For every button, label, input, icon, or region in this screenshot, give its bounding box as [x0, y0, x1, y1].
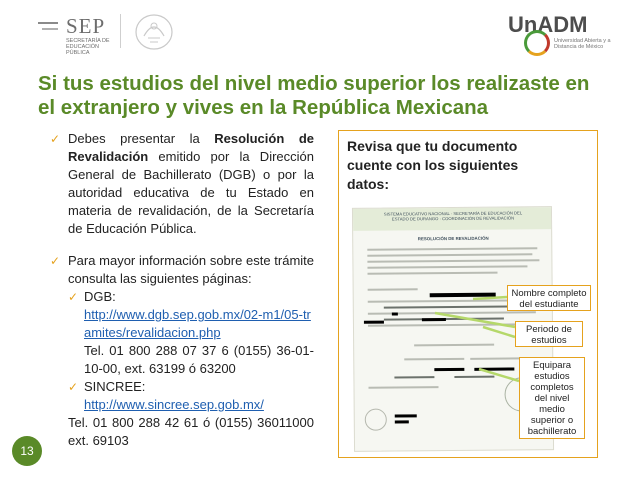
national-seal-icon [128, 8, 180, 54]
page-number-badge: 13 [12, 436, 42, 466]
callout-study-period: Periodo de estudios [515, 321, 583, 347]
instructions [46, 130, 314, 450]
sincree-label: SINCREE: [84, 379, 146, 394]
sincree-phone: Tel. 01 800 288 42 61 ó (0155) 36011000 ext. 69103 [68, 415, 314, 448]
sub-bullet-dgb [68, 288, 314, 378]
sep-subtitle: SECRETARÍA DE EDUCACIÓN PÚBLICA [66, 38, 110, 56]
bullet-text-bold: Resolución de Revalidación [68, 131, 314, 164]
unadm-ring-icon [524, 30, 550, 56]
sep-stripe-icon [42, 28, 58, 30]
check-mark-icon: ✓ [68, 290, 79, 304]
check-mark-icon: ✓ [50, 254, 61, 268]
document-check-box [338, 130, 598, 458]
document-header-text: SISTEMA EDUCATIVO NACIONAL · SECRETARÍA DE EDUCACIÓN DEL ESTADO DE DURANGO · COORDINACIÓN DE REVALIDACIÓN [383, 210, 523, 222]
bullet-text-pre: Debes presentar la [68, 131, 215, 146]
sub-bullet-sincree [68, 378, 314, 414]
callout-student-name: Nombre completo del estudiante [507, 285, 591, 311]
bullet-more-info-text: Para mayor información sobre este trámite consulta las siguientes páginas: [68, 253, 314, 286]
callout-equivalence: Equipara estudios completos del nivel medio superior o bachillerato [519, 357, 585, 439]
dgb-label: DGB: [84, 289, 116, 304]
dgb-link[interactable]: http://www.dgb.sep.gob.mx/02-m1/05-tramites/revalidacion.php [84, 307, 311, 340]
sep-name: SEP [66, 14, 106, 38]
document-title: RESOLUCIÓN DE REVALIDACIÓN [417, 235, 489, 242]
box-heading: Revisa que tu documento cuente con los siguientes datos: [347, 138, 519, 192]
bullet-more-info [46, 252, 314, 288]
sep-stripe-icon [38, 22, 58, 24]
sincree-link[interactable]: http://www.sincree.sep.gob.mx/ [84, 397, 264, 412]
bullet-revalidacion [46, 130, 314, 238]
unadm-logo [508, 10, 628, 60]
dgb-phone: Tel. 01 800 288 07 37 6 (0155) 36-01-10-00, ext. 63199 ó 63200 [84, 343, 314, 376]
sep-logo [30, 10, 130, 56]
check-mark-icon: ✓ [68, 380, 79, 394]
unadm-name: UnADM [508, 12, 588, 37]
header-divider [120, 14, 121, 48]
bullet-text-post: emitido por la Dirección General de Bachillerato (DGB) o por la autoridad educativa de tu Estado en materia de revalidación, de la Secretaría de Educación Pública. [68, 149, 314, 236]
slide-title: Si tus estudios del nivel medio superior los realizaste en el extranjero y vives en la República Mexicana [38, 72, 590, 119]
unadm-subtitle: Universidad Abierta y a Distancia de México [554, 38, 611, 50]
check-mark-icon: ✓ [50, 132, 61, 146]
